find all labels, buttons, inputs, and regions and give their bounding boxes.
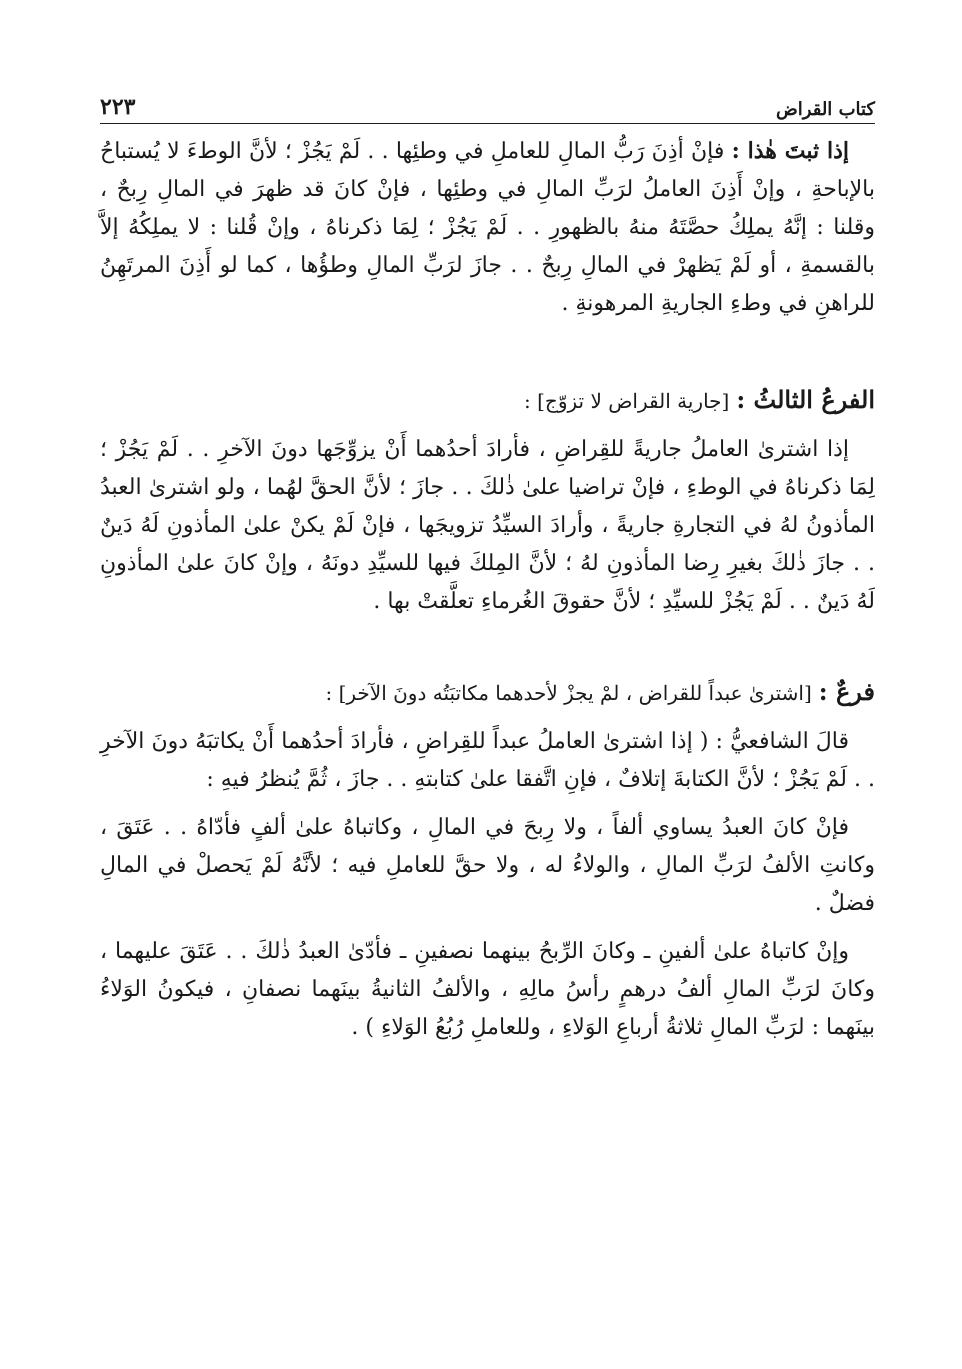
running-title: كتاب القراض [776,99,875,120]
page-header [100,84,875,124]
paragraph-2: إذا اشترىٰ العاملُ جاريةً للقِراضِ ، فأرادَ أحدُهما أَنْ يزوِّجَها دونَ الآخرِ . . لَمْ يَجُزْ ؛ لِمَا ذكرناهُ في الوطءِ ، فإنْ تراضيا علىٰ ذٰلكَ . . جازَ ؛ لأنَّ الحقَّ لهُما ، ولو اشترىٰ العبدُ المأذونُ لهُ في التجارةِ جاريةً ، وأرادَ السيِّدُ تزويجَها ، فإنْ لَمْ يكنْ علىٰ المأذونِ لَهُ دَينٌ . . جازَ ذٰلكَ بغيرِ رِضا المأذونِ لهُ ؛ لأنَّ المِلكَ فيها للسيِّدِ دونَهُ ، وإنْ كانَ علىٰ المأذونِ لَهُ دَينٌ . . لَمْ يَجُزْ للسيِّدِ ؛ لأنَّ حقوقَ الغُرماءِ تعلَّقتْ بها . [100,437,875,614]
paragraph-3: قالَ الشافعيُّ : ( إذا اشترىٰ العاملُ عبداً للقِراضِ ، فأرادَ أحدُهما أَنْ يكاتبَهُ دونَ الآخرِ . . لَمْ يَجُزْ ؛ لأنَّ الكتابةَ إتلافٌ ، فإنِ اتَّفقا علىٰ كتابتهِ . . جازَ ، ثُمَّ يُنظرُ فيهِ : [100,729,875,792]
paragraph-1-lead: إذا ثبتَ هٰذا : [731,138,850,164]
paragraph-4: فإنْ كانَ العبدُ يساوي ألفاً ، ولا رِبحَ في المالِ ، وكاتباهُ علىٰ ألفٍ فأدّاهُ . . عَتَقَ ، وكانتِ الألفُ لرَبِّ المالِ ، والولاءُ له ، ولا حقَّ للعاملِ فيه ؛ لأنَّهُ لَمْ يَحصلْ في المالِ فضلٌ . [100,815,875,916]
paragraph-1-text: فإنْ أذِنَ رَبُّ المالِ للعاملِ في وطئِها . . لَمْ يَجُزْ ؛ لأنَّ الوطءَ لا يُستباحُ بالإباحةِ ، وإنْ أَذِنَ العاملُ لرَبِّ المالِ في وطئِها ، فإنْ كانَ قد ظهرَ في المالِ رِبحٌ ، وقلنا : إنَّهُ يملِكُ حصَّتَهُ منهُ بالظهورِ . . لَمْ يَجُزْ ؛ لِمَا ذكرناهُ ، وإنْ قُلنا : لا يملِكُهُ إلاَّ بالقسمةِ ، أو لَمْ يَظهرْ في المالِ رِبحٌ . . جازَ لرَبِّ المالِ وطؤُها ، كما لو أَذِنَ المرتَهِنُ للراهنِ في وطءِ الجاريةِ المرهونةِ . [100,139,875,316]
paragraph-1 [100,132,875,323]
branch-heading-label: فرعٌ : [818,677,875,706]
section-heading-branch [100,673,875,713]
section-heading-note: [جارية القراض لا تزوّج] : [524,389,730,413]
paragraph-5: وإنْ كاتباهُ علىٰ ألفينِ ـ وكانَ الرِّبحُ بينهما نصفينِ ـ فأدّىٰ العبدُ ذٰلكَ . . عَتَقَ عليهما ، وكانَ لرَبِّ المالِ ألفُ درهمٍ رأسُ مالِهِ ، والألفُ الثانيةُ بينَهما نصفانِ ، فيكونُ الوَلاءُ بينَهما : لرَبِّ المالِ ثلاثةُ أرباعِ الوَلاءِ ، وللعاملِ رُبُعُ الوَلاءِ ) . [100,939,875,1040]
section-heading-third-branch [100,381,875,421]
section-heading-label: الفرعُ الثالثُ : [736,385,875,414]
page-number: ٢٢٣ [100,94,136,120]
branch-heading-note: [اشترىٰ عبداً للقراض ، لمْ يجزْ لأحدهما مكاتبَتُه دونَ الآخر] : [325,681,812,705]
page [100,84,875,1047]
